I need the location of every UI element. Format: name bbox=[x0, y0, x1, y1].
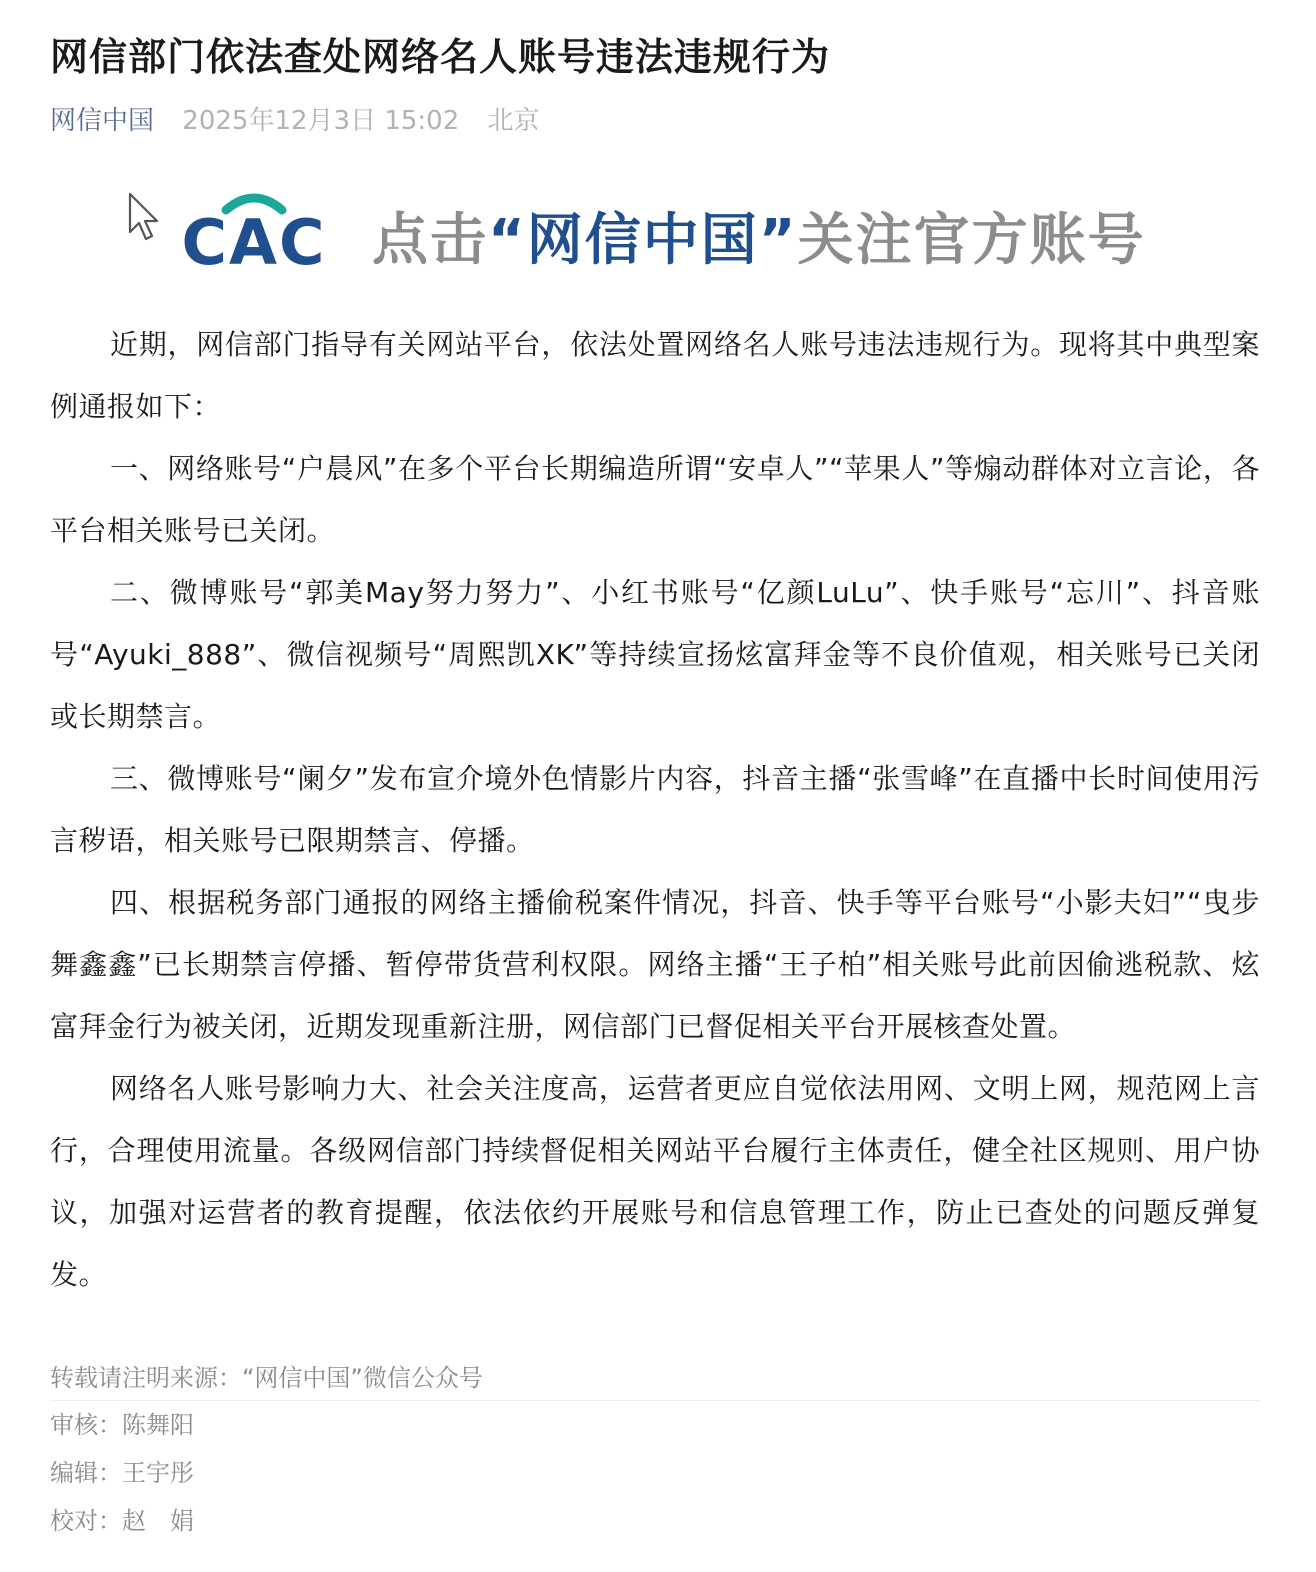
banner-suffix: 关注官方账号 bbox=[797, 208, 1146, 273]
paragraph-conclusion: 网络名人账号影响力大、社会关注度高，运营者更应自觉依法用网、文明上网，规范网上言行，合理使用流量。各级网信部门持续督促相关网站平台履行主体责任，健全社区规则、用户协议，加强对运营者的教育提醒，依法依约开展账号和信息管理工作，防止已查处的问题反弹复发。 bbox=[50, 1072, 1260, 1291]
paragraph-case-3: 三、微博账号“阑夕”发布宣介境外色情影片内容，抖音主播“张雪峰”在直播中长时间使用污言秽语，相关账号已限期禁言、停播。 bbox=[50, 762, 1260, 857]
publish-date: 2025年12月3日 15:02 bbox=[182, 106, 460, 136]
article-title: 网信部门依法查处网络名人账号违法违规行为 bbox=[50, 35, 831, 79]
editor-credit: 编辑：王宇彤 bbox=[50, 1459, 194, 1487]
banner-brand: “网信中国” bbox=[488, 208, 798, 273]
banner-prefix: 点击 bbox=[372, 208, 488, 273]
cac-logo bbox=[174, 188, 334, 268]
banner-caption bbox=[372, 196, 1146, 276]
article-footer bbox=[50, 1356, 1260, 1545]
cac-logo-text: CAC bbox=[181, 206, 327, 268]
article-body bbox=[50, 314, 1260, 1306]
paragraph-case-4: 四、根据税务部门通报的网络主播偷税案件情况，抖音、快手等平台账号“小影夫妇”“曳步舞鑫鑫”已长期禁言停播、暂停带货营利权限。网络主播“王子柏”相关账号此前因偷逃税款、炫富拜金行为被关闭，近期发现重新注册，网信部门已督促相关平台开展核查处置。 bbox=[50, 886, 1260, 1043]
cursor-icon bbox=[126, 192, 162, 244]
paragraph-intro: 近期，网信部门指导有关网站平台，依法处置网络名人账号违法违规行为。现将其中典型案例通报如下： bbox=[50, 328, 1260, 423]
proofreader-credit: 校对：赵 娟 bbox=[50, 1507, 194, 1535]
paragraph-case-1: 一、网络账号“户晨风”在多个平台长期编造所谓“安卓人”“苹果人”等煽动群体对立言论，各平台相关账号已关闭。 bbox=[50, 452, 1260, 547]
follow-banner[interactable] bbox=[122, 186, 1192, 278]
article-meta bbox=[50, 100, 540, 137]
publish-location: 北京 bbox=[487, 106, 540, 136]
source-account-link[interactable]: 网信中国 bbox=[50, 106, 155, 136]
reviewer-credit: 审核：陈舞阳 bbox=[50, 1411, 194, 1439]
repost-note: 转载请注明来源：“网信中国”微信公众号 bbox=[50, 1356, 1260, 1401]
paragraph-case-2: 二、微博账号“郭美May努力努力”、小红书账号“亿颜LuLu”、快手账号“忘川”、抖音账号“Ayuki_888”、微信视频号“周熙凯XK”等持续宣扬炫富拜金等不良价值观，相关账号已关闭或长期禁言。 bbox=[50, 576, 1260, 733]
